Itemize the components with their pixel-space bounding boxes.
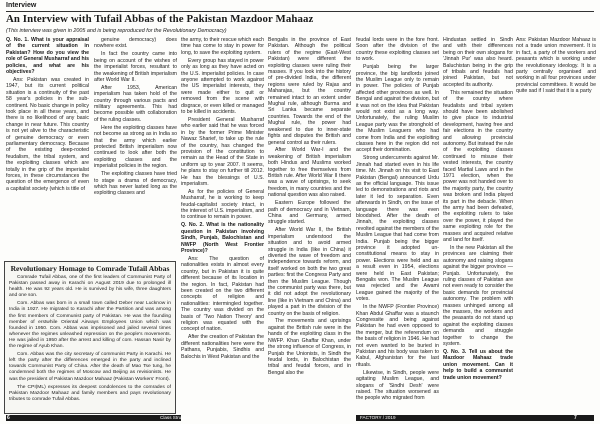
column-4 <box>268 37 351 416</box>
section-label: Interview <box>6 2 37 9</box>
homage-paragraph: Com. Abbas was born in a small town called Deber near Lucknow in India in 1927. He migrated to Karachi after the Partition and was among the first members of Communist party of Pakistan. He was the founding member of erstwhile Oriental Airways Employees Union which was founded in 1950. Com. Abbas was imprisoned and jailed several times whenever the regimes unleashed repression on the people's movements. He was jailed in 1950 after the arrest and killing of com. Hassan Nasir by the regime of Ayub Khan. <box>9 301 171 350</box>
article-subtitle: (This interview was given in 2005 and is being reproduced for the Revolutionary Democracy) <box>6 28 227 34</box>
column-2 <box>94 37 177 256</box>
question-paragraph: Q. No. 3. Tell us about the Mazdoor Mahaaz trade union movement. Can it help to build a communist trade union movement? <box>443 349 513 381</box>
homage-paragraph: The CPI(ML) expresses its deepest condolences to the comrades of Pakistan Mazdoor Mahaaz and family members and pays revolutionary tributes to comrade Tufail Abbas. <box>9 384 171 402</box>
body-paragraph: Ans: Pakistan Mazdoor Mahaaz is not a trade union movement. It is in fact, a party of the workers and peasants which is working under the revolutionary ideology. It is a party centrally organised and working in all four provinces under provincial committees. It would be quite sad if I said that it is a party <box>516 37 596 95</box>
homage-body <box>5 273 175 403</box>
body-paragraph: genuine democracy) does nowhere exist. <box>94 37 177 50</box>
body-paragraph: After the creation of Pakistan the different nationalities here were the Pathans, Punjabis, Sindhis and Balochis in West Pakistan and the <box>181 334 264 360</box>
body-paragraph: The movements and uprisings against the British rule were in the hands of the exploiting class in the NWFP. Khan Ghaffar Khan, under the strong influence of Congress, in Punjab the Unionists, in Sindh the feudal lords, in Balochistan the tribal and feudal forces, and in Bengal also the <box>268 318 351 376</box>
homage-box <box>4 261 176 414</box>
body-paragraph: After World War II, the British imperialism understood the situation and to avoid armed struggle in India (like in China) it diverted the wave of freedom and independence towards reform, and itself worked on both the two great parties: first the Congress Party and then the Muslim League. Though the communist party was there, but it did not adopt the revolutionary line (like in Vietnam and China) and played a part in the division of the country on the basis of religion. <box>268 227 351 317</box>
body-paragraph: After World War-I and the weakening of British imperialism both Hindus and Muslims worked together to free themselves from British rule. After World War II there was a wave of uprisings, to seek freedom, in many countries and the national question was also raised. <box>268 147 351 199</box>
column-6 <box>443 37 513 416</box>
question-paragraph: Q. No. 1. What is your appraisal of the current situation in Pakistan? How do you view the role of General Musharraf and his policies, and what are his objectives? <box>6 37 89 76</box>
body-paragraph: In the NWFP (Frontier Province) Khan Abdul Ghaffar was a staunch Congressite and being against Pakistan he had even opposed to the merger, but the referendum on the basis of religion in 1946. He had not even wanted to be buried in Pakistan and his body was taken to Kabul, Afghanistan for the last rituals. <box>356 304 439 368</box>
body-paragraph: Ans: Pakistan was created in 1947, but its current political situation is a continuity of the past 58 year's policies in the sub-continent. No basic change in policy took place in all these years, and there is no likelihood of any basic change in near future. This country is not yet alive to the characteristic of genuine democracy or even parliamentary democracy. Because of the existing deep-rooted feudalism, the tribal system, and the exploiting classes which are totally in the grip of the imperialist forces, in these circumstances the question of the emergence of even a capitalist society (which is title of <box>6 76 89 192</box>
body-paragraph: After 1953, American imperialism has taken hold of the country through various pacts and military agreements. This had become possible with collaboration of the ruling classes. <box>94 84 177 123</box>
column-5 <box>356 37 439 416</box>
page-number-right: 7 <box>574 415 577 421</box>
body-paragraph: feudal lords were in the fore front. Soon after the division of the country these exploiting classes set to work. <box>356 37 439 63</box>
question-paragraph: Q. No. 2. What is the nationality question in Pakistan involving Sindh, Punjab, Balochistan and NWFP (North West Frontier Province)? <box>181 222 264 254</box>
article-title: An Interview with Tufail Abbas of the Pakistan Mazdoor Mahaaz <box>6 13 314 25</box>
body-paragraph: Strong undercurrents against Mr. Jinnah had started even in his life time. Mr. Jinnah on his visit to East Pakistan (Bengal) announced Urdu as the official language. This issue led to demonstrations and riots and later it led to separation. Even afterwards in Sindh, on the issue of language there was even bloodshed. After the death of Jinnah, the exploiting classes revolted against the members of the Muslim League that had come from India. Punjab being the bigger province it adopted un-constitutional means to stay in power. Elections were held and as a result even in 1954, elections were held in East Pakistan; Bengalis won. The Muslim League was rejected and the Awami League gained the majority of the votes. <box>356 155 439 303</box>
body-paragraph: Eastern Europe followed the path of democracy and in Vietnam, China and Germany, armed struggle started. <box>268 200 351 226</box>
body-paragraph: In fact the country came into being on account of the wishes of the imperialist forces, resultant to the weakening of British imperialism after World War II. <box>94 51 177 83</box>
body-paragraph: In the new Pakistan all the provinces are claiming their autonomy and raising slogans against the bigger province — Punjab. Unfortunately, the ruling classes of Pakistan are not even ready to consider the basic demands for provincial autonomy. The problem with masses unhinged among all the masses, the workers and the peasants do not stand up against the exploiting classes demands and struggle together to change the system. <box>443 245 513 348</box>
magazine-issue-right: FACTORY / 2019 <box>360 415 396 420</box>
body-paragraph: Bengalis in the province of East Pakistan. Although the political rulers of the regime (East-West Pakistan) were different the exploiting classes were ruling their masses. If you look into the history of pre-divided India, the different regions were ruled by Rajas and Maharajas, but the country remained intact to an extent under Mughal rule, although Burma and Sri Lanka became separate countries. Towards the end of the Mughal rule, the power had weakened to due to inner-state fights and disputes the British and general control as their rulers. <box>268 37 351 146</box>
top-rule <box>6 11 594 12</box>
body-paragraph: Ans: The question of nationalities exists in almost every country, but in Pakistan it is quite different because of its location in the region. In fact, Pakistan had been created on the two different concepts of religion and nationalities: intermingled together. The country was divided on the basis of 'Two Nation Theory' and religion was equated with the concept of nation. <box>181 255 264 333</box>
column-3 <box>181 37 264 416</box>
body-paragraph: Every group has stayed in power only as long as they have acted on the U.S. imperialist policies. In case anyone attempted to work against the US imperialist interests, they were made either to quit or removed from the scene with disgrace, or even killed or managed to be killed in accidents. <box>181 57 264 115</box>
body-paragraph: The exploiting classes have tried to stage a drama of democracy, which has never lasted long as the exploiting classes and <box>94 171 177 197</box>
homage-paragraph: Com. Abbas was the city secretary of communist Party in Karachi. He left the party after the differences emerged in the party and inclined towards Communist Party of China. After the death of Mao Tse tung, he condemned both the regimes of Moscow and Beijing as revisionists. He was the president of Pakistan Mazdoor Mahaaz (Pakistan Workers' Front). <box>9 352 171 382</box>
homage-paragraph: Comrade Tufail Abbas, one of the first leaders of Communist Party of Pakistan passed away in Karachi on August 2019 due to prolonged ill health. He was 92 years old. He is survived by his wife, three daughters and one son. <box>9 275 171 299</box>
footer-bar-left <box>6 415 181 421</box>
body-paragraph: Likewise, in Sindh, people were agitating Muslim League, and slogans of 'Sindhi Desh' were raised. The situation worsened as the people who migrated from <box>356 369 439 402</box>
body-paragraph: This remained the situation of the country where feudalists and tribal system should have been abolished to give place to industrial development, having free and fair elections in the country and allowing provincial autonomy. But instead the rule of the exploiting classes continued to misuse their vested interests, the country faced Martial Laws and in the 1971 election, when the power was not handed over to the majority party, the country was broken and India played its part in the debacle. When the army had been defeated, the exploiting rulers to take over the power, it played the same exploiting role for the masses and acquired relative and land for itself. <box>443 89 513 244</box>
homage-title: Revolutionary Homage to Comrade Tufail Abbas <box>10 264 170 273</box>
column-1 <box>6 37 89 256</box>
column-7 <box>516 37 596 416</box>
body-paragraph: Hindustan settled in Sindh and with their differences being on their own slogans for 'Jinnah Pur' was also heard. Baluchistan being in the grip of tribals and feudals had joined Pakistan, but not accepted its authority. <box>443 37 513 88</box>
body-paragraph: the army, to their rescue which each time has come to stay in power for long, to save the exploiting system. <box>181 37 264 56</box>
magazine-name-left: Class Struggle <box>160 415 190 420</box>
body-paragraph: As for the policies of General Musharraf, he is working to keep feudal-capitalist society intact, in the interest of U.S. imperialism, and to continue to remain in power. <box>181 188 264 221</box>
body-paragraph: Here the exploiting classes have not become as strong as in India so that the army which earlier protected British imperialism now continued to look after both the exploiting classes and the imperialist policies in the region. <box>94 124 177 170</box>
body-paragraph: President General Musharraf who earlier said that he was forced in by the former Prime Minister Nawaz Sharief, to take up the rule of the country, has changed the provision of the constitution to remain as the Head of the State in uniform up to year 2007. It seems, he plans to stay on further till 2012. He has the blessings of U.S. imperialism. <box>181 116 264 187</box>
page-number-left: 6 <box>7 415 10 421</box>
body-paragraph: Punjab being the larger province, the big landlords joined the Muslim League only to remain in power. The policies of Punjab affected other provinces as well. In Bengal and against the division, but it was not on the idea that Pakistan would not exist as a long way. Unfortunately, the ruling Muslim League party was the stronghold of the Muslim Leaguers who had come from India and the exploiting classes here in the region did not accept their domination. <box>356 64 439 154</box>
